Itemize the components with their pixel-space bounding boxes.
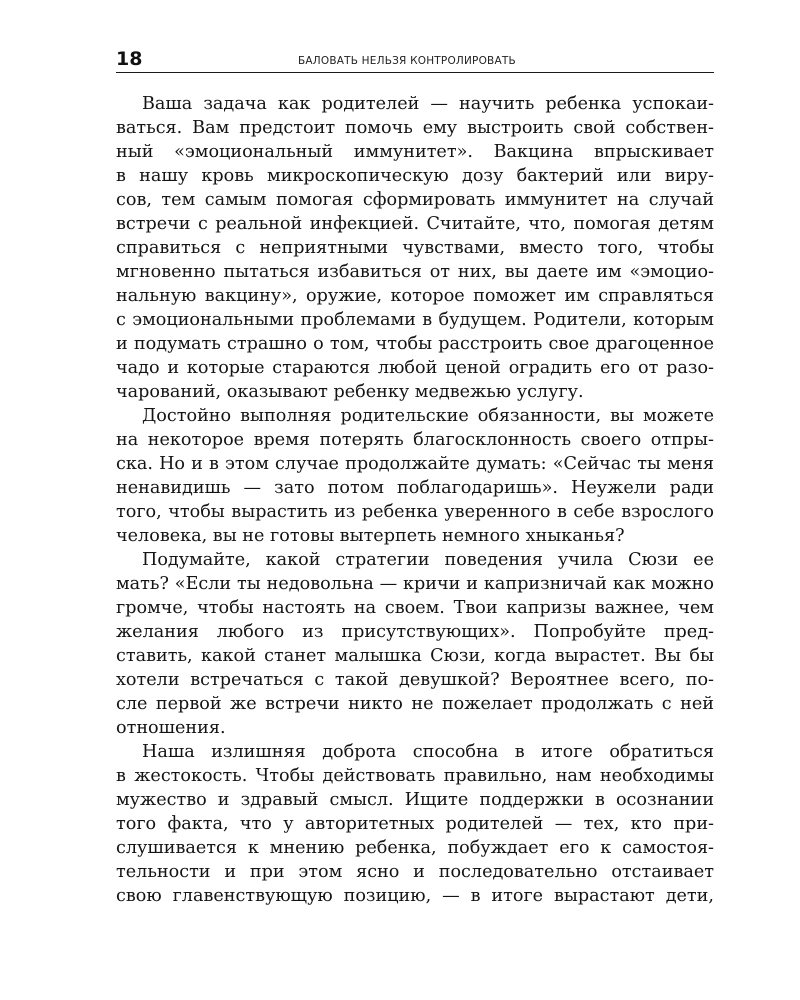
text-line: мать? «Если ты недовольна — кричи и капризничай как можно (116, 574, 714, 594)
text-line: ска. Но и в этом случае продолжайте думать: «Сейчас ты меня (116, 454, 714, 474)
text-line: встречи с реальной инфекцией. Считайте, что, помогая детям (116, 214, 714, 234)
text-line: в жестокость. Чтобы действовать правильно, нам необходимы (116, 766, 714, 786)
running-title: БАЛОВАТЬ НЕЛЬЗЯ КОНТРОЛИРОВАТЬ (298, 55, 516, 67)
text-line: громче, чтобы настоять на своем. Твои капризы важнее, чем (116, 598, 714, 618)
text-line: свою главенствующую позицию, — в итоге вырастают дети, (116, 886, 714, 906)
text-line: желания любого из присутствующих». Попробуйте пред- (116, 622, 714, 642)
text-line: ненавидишь — зато потом поблагодаришь». Неужели ради (116, 478, 714, 498)
text-line: сов, тем самым помогая сформировать иммунитет на случай (116, 190, 714, 210)
text-line: отношения. (116, 718, 226, 738)
text-line: и подумать страшно о том, чтобы расстроить свое драгоценное (116, 334, 714, 354)
text-line: Ваша задача как родителей — научить ребенка успокаи- (142, 94, 714, 114)
text-line: Достойно выполняя родительские обязанности, вы можете (142, 406, 714, 426)
text-line: слушивается к мнению ребенка, побуждает его к самостоя- (116, 838, 714, 858)
text-line: Наша излишняя доброта способна в итоге обратиться (142, 742, 714, 762)
text-line: ваться. Вам предстоит помочь ему выстроить свой собствен- (116, 118, 714, 138)
page-number: 18 (116, 48, 143, 70)
text-line: с эмоциональными проблемами в будущем. Родители, которым (116, 310, 714, 330)
text-line: Подумайте, какой стратегии поведения учила Сюзи ее (142, 550, 714, 570)
text-line: того факта, что у авторитетных родителей — тех, кто при- (116, 814, 714, 834)
text-line: нальную вакцину», оружие, которое поможет им справляться (116, 286, 714, 306)
text-line: чарований, оказывают ребенку медвежью услугу. (116, 382, 584, 402)
page-header (116, 48, 714, 73)
text-line: того, чтобы вырастить из ребенка уверенного в себе взрослого (116, 502, 714, 522)
text-line: на некоторое время потерять благосклонность своего отпры- (116, 430, 714, 450)
text-line: чадо и которые стараются любой ценой оградить его от разо- (116, 358, 714, 378)
text-line: справиться с неприятными чувствами, вместо того, чтобы (116, 238, 714, 258)
text-line: ставить, какой станет малышка Сюзи, когда вырастет. Вы бы (116, 646, 714, 666)
text-line: в нашу кровь микроскопическую дозу бактерий или виру- (116, 166, 714, 186)
text-line: мгновенно пытаться избавиться от них, вы даете им «эмоцио- (116, 262, 714, 282)
text-line: хотели встречаться с такой девушкой? Вероятнее всего, по- (116, 670, 714, 690)
text-line: тельности и при этом ясно и последовательно отстаивает (116, 862, 714, 882)
text-line: ный «эмоциональный иммунитет». Вакцина впрыскивает (116, 142, 714, 162)
body-text (116, 92, 714, 908)
text-line: человека, вы не готовы вытерпеть немного хныканья? (116, 526, 625, 546)
text-line: мужество и здравый смысл. Ищите поддержки в осознании (116, 790, 714, 810)
text-line: сле первой же встречи никто не пожелает продолжать с ней (116, 694, 714, 714)
